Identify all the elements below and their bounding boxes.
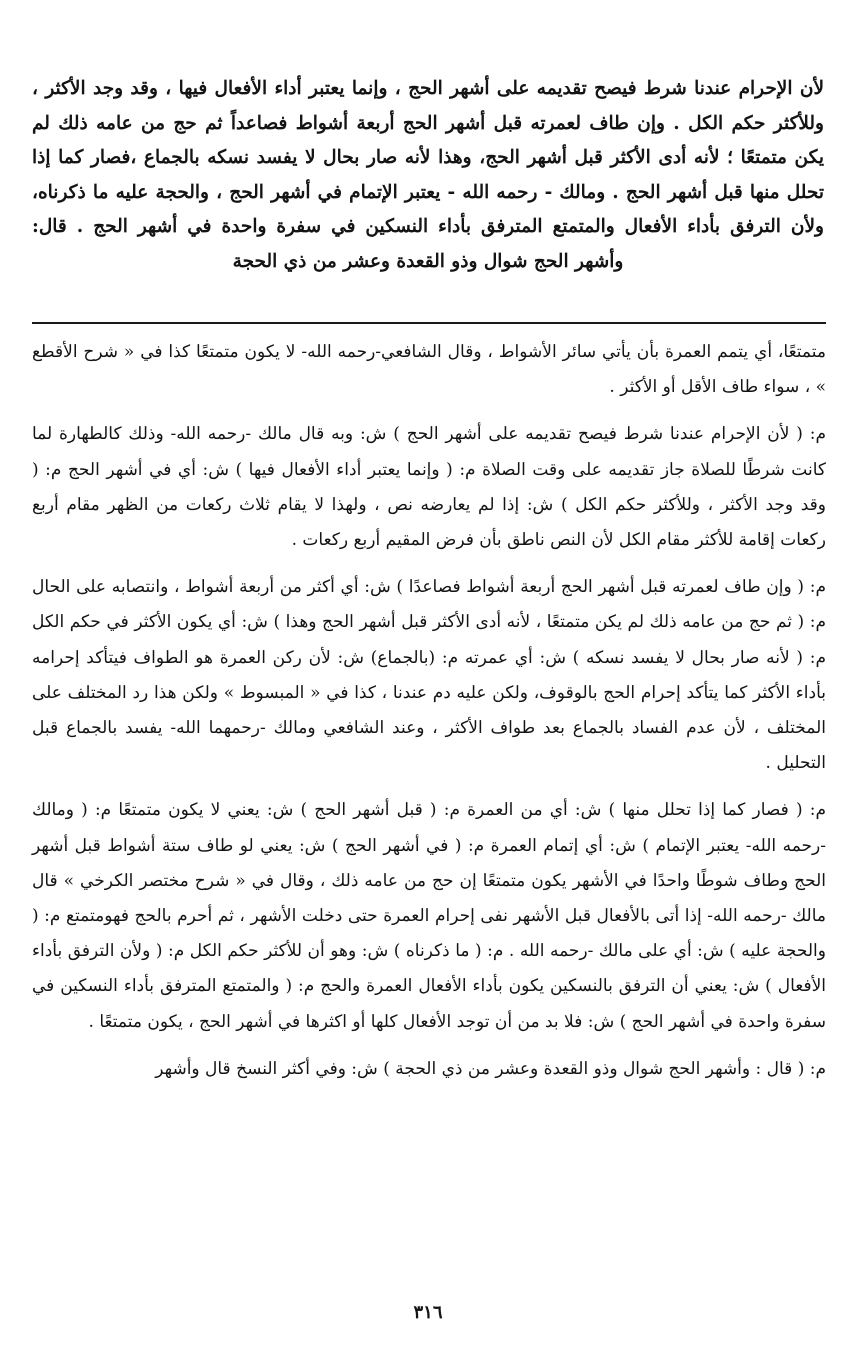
section-divider xyxy=(32,322,826,324)
commentary-paragraph-5: م: ( قال : وأشهر الحج شوال وذو القعدة وعشر من ذي الحجة ) ش: وفي أكثر النسخ قال وأشهر xyxy=(155,1058,826,1079)
commentary-paragraph-4: م: ( فصار كما إذا تحلل منها ) ش: أي من العمرة م: ( قبل أشهر الحج ) ش: يعني لا يكون متمتعًا م: ( ومالك -رحمه الله- يعتبر الإتمام ) ش: أي إتمام العمرة م: ( في أشهر الحج ) ش: يعني لو طاف ستة أشواط قبل أشهر الحج وطاف شوطًا واحدًا في الأشهر يكون متمتعًا إن حج من عامه ذلك ، وقال في « شرح مختصر الكرخي » قال مالك -رحمه الله- إذا أتى بالأفعال قبل الأشهر نفى إحرام العمرة حتى دخلت الأشهر ، ثم أحرم بالحج فهومتمتع م: ( والحجة عليه ) ش: أي على مالك -رحمه الله . م: ( ما ذكرناه ) ش: وهو أن للأكثر حكم الكل م: ( ولأن الترفق بأداء الأفعال ) ش: يعني أن الترفق بالنسكين يكون بأداء الأفعال العمرة والحج م: ( والمتمتع المترفق بأداء النسكين في سفرة واحدة في أشهر الحج ) ش: فلا بد من أن توجد الأفعال كلها أو اكثرها في أشهر الحج ، يكون متمتعًا . xyxy=(32,800,826,1032)
commentary-section xyxy=(32,335,826,1087)
main-text-block: لأن الإحرام عندنا شرط فيصح تقديمه على أشهر الحج ، وإنما يعتبر أداء الأفعال فيها ، وقد وجد الأكثر ، وللأكثر حكم الكل . وإن طاف لعمرته قبل أشهر الحج أربعة أشواط فصاعداً ثم حج من عامه ذلك لم يكن متمتعًا ؛ لأنه أدى الأكثر قبل أشهر الحج، وهذا لأنه صار بحال لا يفسد نسكه بالجماع ،فصار كما إذا تحلل منها قبل أشهر الحج . ومالك - رحمه الله - يعتبر الإتمام في أشهر الحج ، والحجة عليه ما ذكرناه، ولأن الترفق بأداء الأفعال والمتمتع المترفق بأداء النسكين في سفرة واحدة في أشهر الحج . قال: وأشهر الحج شوال وذو القعدة وعشر من ذي الحجة xyxy=(32,78,824,272)
page-number: ٣١٦ xyxy=(413,1302,443,1323)
commentary-paragraph-3: م: ( وإن طاف لعمرته قبل أشهر الحج أربعة أشواط فصاعدًا ) ش: أي أكثر من أربعة أشواط ، وانتصابه على الحال م: ( ثم حج من عامه ذلك لم يكن متمتعًا ، لأنه أدى الأكثر قبل أشهر الحج وهذا ) ش: أي يكون الأكثر في حكم الكل م: ( لأنه صار بحال لا يفسد نسكه ) ش: أي عمرته م: (بالجماع) ش: لأن ركن العمرة هو الطواف فيتأكد إحرامه بأداء الأكثر كما يتأكد إحرام الحج بالوقوف، ولكن عليه دم عندنا ، كذا في « المبسوط » ولكن هذا رد المختلف على المختلف ، لأن عدم الفساد بالجماع بعد طواف الأكثر ، وعند الشافعي ومالك -رحمهما الله- يفسد بالجماع قبل التحليل . xyxy=(32,577,826,774)
commentary-paragraph-1: متمتعًا، أي يتمم العمرة بأن يأتي سائر الأشواط ، وقال الشافعي-رحمه الله- لا يكون متمتعًا كذا في « شرح الأقطع » ، سواء طاف الأقل أو الأكثر . xyxy=(32,342,826,398)
commentary-paragraph-2: م: ( لأن الإحرام عندنا شرط فيصح تقديمه على أشهر الحج ) ش: وبه قال مالك -رحمه الله- وذلك كالطهارة لما كانت شرطًا للصلاة جاز تقديمه على وقت الصلاة م: ( وإنما يعتبر أداء الأفعال فيها ) ش: أي في أشهر الحج م: ( وقد وجد الأكثر ، وللأكثر حكم الكل ) ش: إذا لم يعارضه نص ، ولهذا لا يقام ثلاث ركعات من الظهر مقام أربع ركعات إقامة للأكثر مقام الكل لأن النص ناطق بأن فرض المقيم أربع ركعات . xyxy=(32,424,826,551)
